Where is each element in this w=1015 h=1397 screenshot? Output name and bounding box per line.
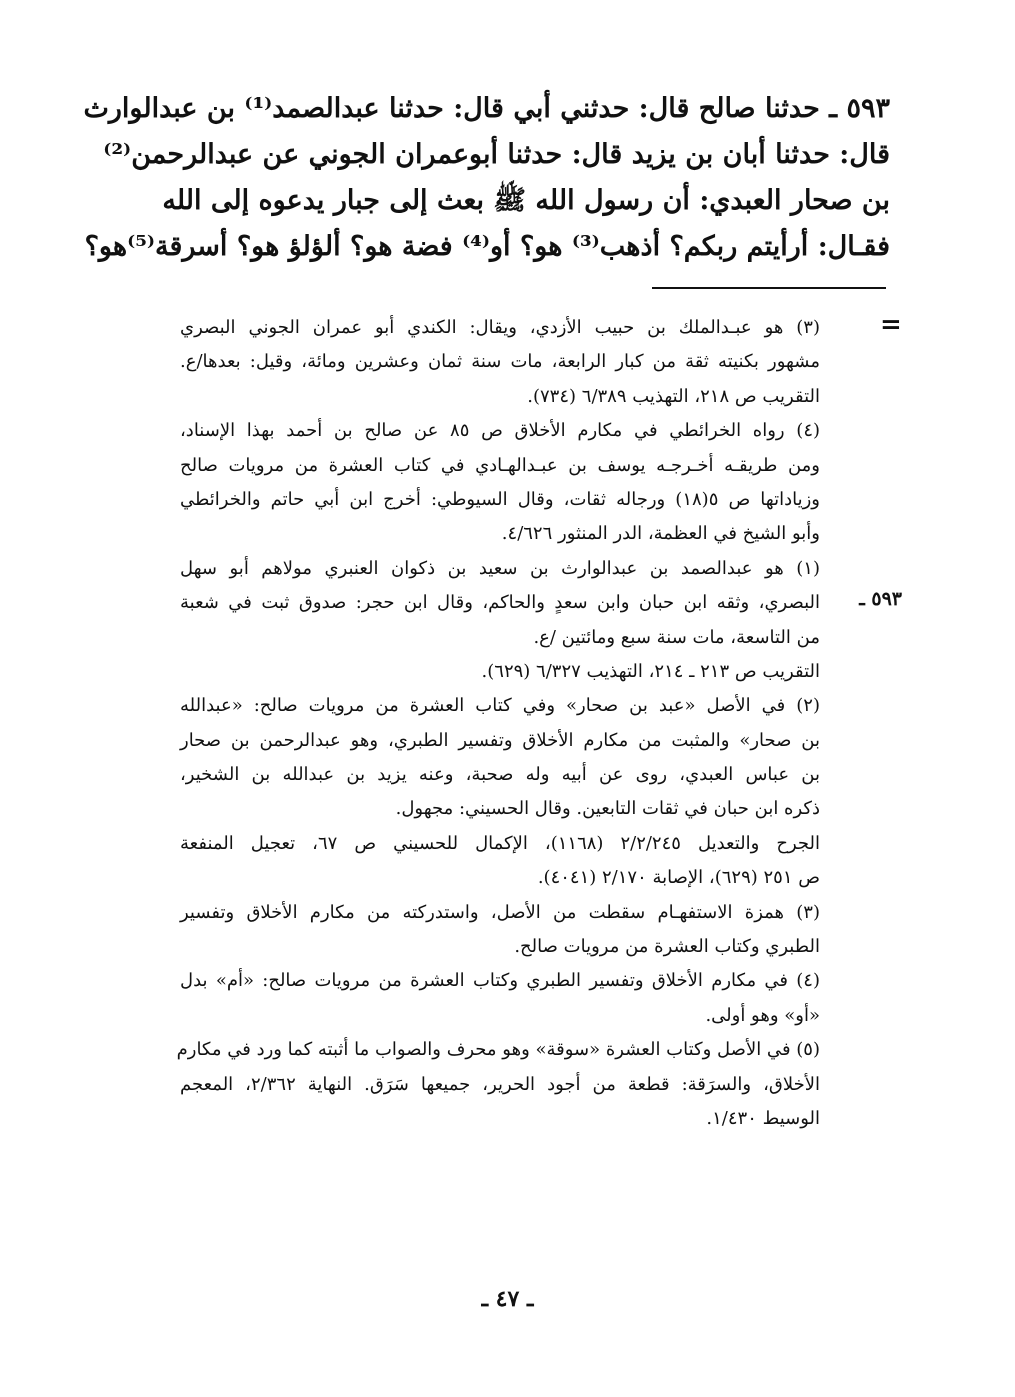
hadith-number: ٥٩٣ ـ bbox=[829, 93, 890, 124]
footnote-line: ذكره ابن حبان في ثقات التابعين. وقال الحسيني: مجهول. bbox=[395, 798, 820, 820]
footnote-line: (٤) رواه الخرائطي في مكارم الأخلاق ص ٨٥ عن صالح بن أحمد بهذا الإسناد، bbox=[180, 420, 821, 442]
footnote-line: ومن طريقـه أخـرجـه يوسف بن عبـدالهـادي في كتاب العشرة من مرويات صالح bbox=[180, 454, 820, 476]
footnote-line: (٣) همزة الاستفهـام سقطت من الأصل، واستدركته من مكارم الأخلاق وتفسير bbox=[180, 901, 820, 923]
main-text-block bbox=[83, 86, 890, 270]
footnote-line: التقريب ص ٢١٨، التهذيب ٦/٣٨٩ (٧٣٤). bbox=[527, 385, 820, 407]
main-line-1-text: حدثنا صالح قال: حدثني أبي قال: حدثنا عبدالصمد⁽¹⁾ بن عبدالوارث bbox=[83, 93, 820, 124]
footnote-line: الجرح والتعديل ٢/٢/٢٤٥ (١١٦٨)، الإكمال للحسيني ص ٦٧، تعجيل المنفعة bbox=[180, 832, 820, 854]
footnote-line: (٤) في مكارم الأخلاق وتفسير الطبري وكتاب العشرة من مرويات صالح: «أم» بدل bbox=[180, 970, 820, 992]
main-line-3: بن صحار العبدي: أن رسول الله ﷺ بعث إلى جبار يدعوه إلى الله bbox=[162, 185, 890, 216]
footnote-section-label: ٥٩٣ ـ bbox=[859, 588, 902, 610]
footnote-line: البصري، وثقه ابن حبان وابن سعدٍ والحاكم، وقال ابن حجر: صدوق ثبت في شعبة bbox=[180, 592, 820, 614]
footnote-line: بن عباس العبدي، روى عن أبيه وله صحبة، وعنه يزيد بن عبدالله بن الشخير، bbox=[180, 764, 820, 786]
footnote-line: مشهور بكنيته ثقة من كبار الرابعة، مات سنة ثمان وعشرين ومائة، وقيل: بعدها/ع. bbox=[180, 351, 820, 373]
footnote-line: بن صحار» والمثبت من مكارم الأخلاق وتفسير الطبري، وهو عبدالرحمن بن صحار bbox=[180, 729, 820, 751]
main-line-1 bbox=[83, 86, 890, 132]
footnote-line: (٥) في الأصل وكتاب العشرة «سوقة» وهو محرف والصواب ما أثبته كما ورد في مكارم bbox=[176, 1039, 820, 1061]
footnote-separator bbox=[652, 287, 886, 289]
page-number: ـ ٤٧ ـ bbox=[481, 1286, 534, 1312]
footnote-line: الطبري وكتاب العشرة من مرويات صالح. bbox=[514, 936, 820, 958]
footnote-line: التقريب ص ٢١٣ ـ ٢١٤، التهذيب ٦/٣٢٧ (٦٢٩). bbox=[481, 660, 820, 682]
footnote-line: من التاسعة، مات سنة سبع ومائتين /ع. bbox=[533, 626, 820, 648]
footnotes bbox=[176, 311, 821, 1136]
footnote-line: وزياداتها ص ٥(١٨) ورجاله ثقات، وقال السيوطي: أخرج ابن أبي حاتم والخرائطي bbox=[180, 488, 820, 510]
footnote-line: (٣) هو عبـدالملك بن حبيب الأزدي، ويقال: الكندي أبو عمران الجوني البصري bbox=[180, 317, 820, 338]
footnote-line: ص ٢٥١ (٦٢٩)، الإصابة ٢/١٧٠ (٤٠٤١). bbox=[537, 867, 820, 889]
footnote-line: الوسيط ١/٤٣٠. bbox=[706, 1107, 820, 1129]
footnote-line: (٢) في الأصل «عبد بن صحار» وفي كتاب العشرة من مرويات صالح: «عبدالله bbox=[180, 695, 820, 717]
footnote-line: (١) هو عبدالصمد بن عبدالوارث بن سعيد بن ذكوان العنبري مولاهم أبو سهل bbox=[180, 557, 820, 579]
continuation-mark: = bbox=[880, 310, 902, 340]
footnote-line: وأبو الشيخ في العظمة، الدر المنثور ٤/٦٢٦. bbox=[501, 523, 820, 545]
main-line-4: فقـال: أرأيتم ربكم؟ أذهب⁽³⁾ هو؟ أو⁽⁴⁾ فضة هو؟ ألؤلؤ هو؟ أسرقة⁽⁵⁾هو؟ bbox=[84, 231, 890, 262]
footnote-line: «أو» وهو أولى. bbox=[705, 1004, 820, 1026]
footnote-line: الأخلاق، والسرَقة: قطعة من أجود الحرير، جميعها سَرَق. النهاية ٢/٣٦٢، المعجم bbox=[180, 1073, 820, 1095]
main-line-2: قال: حدثنا أبان بن يزيد قال: حدثنا أبوعمران الجوني عن عبدالرحمن⁽²⁾ bbox=[103, 139, 890, 170]
